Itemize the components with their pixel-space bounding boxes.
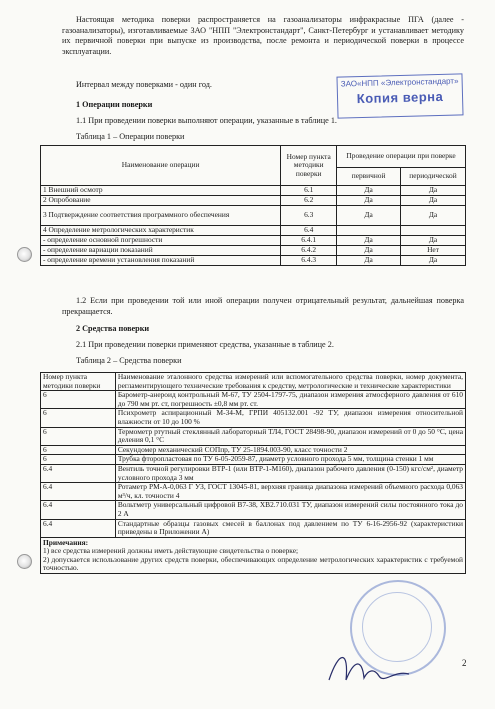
means-description: Трубка фторопластовая по ТУ 6-05-2059-87, диаметр условного прохода 5 мм, толщина стенки 1 мм: [115, 455, 465, 465]
operation-primary: [337, 226, 401, 236]
table-row: [41, 206, 466, 226]
col-header-conduct: Проведение операции при поверке: [337, 146, 466, 168]
means-description: Психрометр аспирационный М-34-М, ГРПИ 405132.001 -92 ТУ, диапазон измерения относительной влажности от 10 до 100 %: [115, 409, 465, 427]
copy-certified-stamp: [336, 73, 463, 118]
table-row: [41, 236, 466, 246]
operation-periodic: Да: [401, 256, 466, 266]
table-row: [41, 501, 466, 519]
means-description: Термометр ртутный стеклянный лабораторный ТЛ4, ГОСТ 28498-90, диапазон измерений от 0 до 50 °С, цена деления 0,1 °С: [115, 427, 465, 445]
means-clause: 6: [41, 409, 116, 427]
operation-primary: Да: [337, 186, 401, 196]
means-clause: 6.4: [41, 519, 116, 537]
col-header-means: Наименование эталонного средства измерений или вспомогательного средства поверки, номер документа, регламентирующего технические требования к средству, метрологические и технические характеристики: [115, 373, 465, 391]
table-row: [41, 483, 466, 501]
operation-periodic: [401, 226, 466, 236]
operation-clause: 6.4.3: [281, 256, 337, 266]
operation-clause: 6.3: [281, 206, 337, 226]
operation-name: 2 Опробование: [41, 196, 281, 206]
operation-periodic: Да: [401, 206, 466, 226]
note-1: 1) все средства измерений должны иметь действующие свидетельства о поверке;: [43, 546, 299, 556]
table-row: [41, 246, 466, 256]
operation-name: 4 Определение метрологических характеристик: [41, 226, 281, 236]
operation-primary: Да: [337, 196, 401, 206]
table-2-caption: Таблица 2 – Средства поверки: [76, 356, 182, 365]
table-row: [41, 226, 466, 236]
operation-periodic: Да: [401, 186, 466, 196]
operation-clause: 6.4.2: [281, 246, 337, 256]
means-clause: 6.4: [41, 501, 116, 519]
operation-name: - определение вариации показаний: [41, 246, 281, 256]
signature: [324, 640, 414, 695]
table-row: [41, 186, 466, 196]
stamp-company: ЗАО«НПП «Электронстандарт»: [340, 76, 459, 89]
section-1-note: 1.2 Если при проведении той или иной операции получен отрицательный результат, дальнейшая поверка прекращается.: [62, 296, 464, 316]
section-2-heading: 2 Средства поверки: [76, 324, 150, 333]
means-clause: 6: [41, 427, 116, 445]
punch-hole-top: [17, 247, 32, 262]
means-clause: 6.4: [41, 464, 116, 482]
means-description: Секундомер механический СОПпр, ТУ 25-1894.003-90, класс точности 2: [115, 445, 465, 455]
col-header-clause: Номер пункта методики поверки: [41, 373, 116, 391]
operation-name: 1 Внешний осмотр: [41, 186, 281, 196]
operation-primary: Да: [337, 206, 401, 226]
section-1-text: 1.1 При проведении поверки выполняют операции, указанные в таблице 1.: [76, 116, 337, 125]
operation-primary: Да: [337, 246, 401, 256]
section-1-heading: 1 Операции поверки: [76, 100, 153, 109]
operation-periodic: Нет: [401, 246, 466, 256]
table-1-caption: Таблица 1 – Операции поверки: [76, 132, 185, 141]
table-row: [41, 391, 466, 409]
stamp-copy-true: Копия верна: [356, 88, 444, 107]
verification-means-table: [40, 372, 466, 574]
means-clause: 6: [41, 445, 116, 455]
operation-periodic: Да: [401, 236, 466, 246]
operation-clause: 6.4: [281, 226, 337, 236]
table-row: [41, 196, 466, 206]
operation-primary: Да: [337, 256, 401, 266]
means-clause: 6: [41, 455, 116, 465]
col-header-periodic: периодической: [401, 168, 466, 186]
col-header-primary: первичной: [337, 168, 401, 186]
operation-primary: Да: [337, 236, 401, 246]
notes-cell: [41, 537, 466, 573]
table-row: [41, 256, 466, 266]
page-number: 2: [462, 658, 467, 668]
means-description: Вентиль точной регулировки ВТР-1 (или ВТР-1-М160), диапазон рабочего давления (0-150) кгс/см², диаметр условного прохода 3 мм: [115, 464, 465, 482]
col-header-operation: Наименование операции: [41, 146, 281, 186]
means-description: Вольтметр универсальный цифровой В7-38, ХВ2.710.031 ТУ, диапазон измерений силы постоянного тока до 2 А: [115, 501, 465, 519]
operation-clause: 6.1: [281, 186, 337, 196]
means-description: Барометр-анероид контрольный М-67, ТУ 2504-1797-75, диапазон измерения атмосферного давления от 610 до 790 мм рт. ст, погрешность ±0,8 мм рт. ст.: [115, 391, 465, 409]
table-row: [41, 455, 466, 465]
interval-paragraph: Интервал между поверками - один год.: [76, 80, 212, 89]
operation-name: - определение основной погрешности: [41, 236, 281, 246]
punch-hole-bottom: [17, 554, 32, 569]
table-row: [41, 464, 466, 482]
notes-title: Примечания:: [43, 537, 89, 547]
note-2: 2) допускается использование других средств поверки, обеспечивающих определение метрологических характеристик с требуемой точностью.: [43, 554, 463, 573]
operation-clause: 6.2: [281, 196, 337, 206]
operation-name: 3 Подтверждение соответствия программного обеспечения: [41, 206, 281, 226]
table-row: [41, 409, 466, 427]
means-description: Стандартные образцы газовых смесей в баллонах под давлением по ТУ 6-16-2956-92 (характеристики приведены в Приложении А): [115, 519, 465, 537]
operation-periodic: Да: [401, 196, 466, 206]
col-header-clause: Номер пункта методики поверки: [281, 146, 337, 186]
means-clause: 6.4: [41, 483, 116, 501]
operation-name: - определение времени установления показаний: [41, 256, 281, 266]
intro-paragraph: Настоящая методика поверки распространяется на газоанализаторы инфракрасные ПГА (далее - газоанализаторы), изготавливаемые ЗАО "НПП "Электронстандарт", Санкт-Петербург и устанавливает методику их первичной поверки при выпуске из производства, после ремонта и периодической поверки в процессе эксплуатации.: [62, 15, 464, 56]
operation-clause: 6.4.1: [281, 236, 337, 246]
table-row: [41, 519, 466, 537]
means-clause: 6: [41, 391, 116, 409]
section-2-text: 2.1 При проведении поверки применяют средства, указанные в таблице 2.: [76, 340, 334, 349]
operations-table: [40, 145, 466, 266]
means-description: Ротаметр РМ-А-0,063 Г УЗ, ГОСТ 13045-81, верхняя граница диапазона измерений объемного расхода 0,063 м³/ч, кл. точности 4: [115, 483, 465, 501]
table-row: [41, 427, 466, 445]
